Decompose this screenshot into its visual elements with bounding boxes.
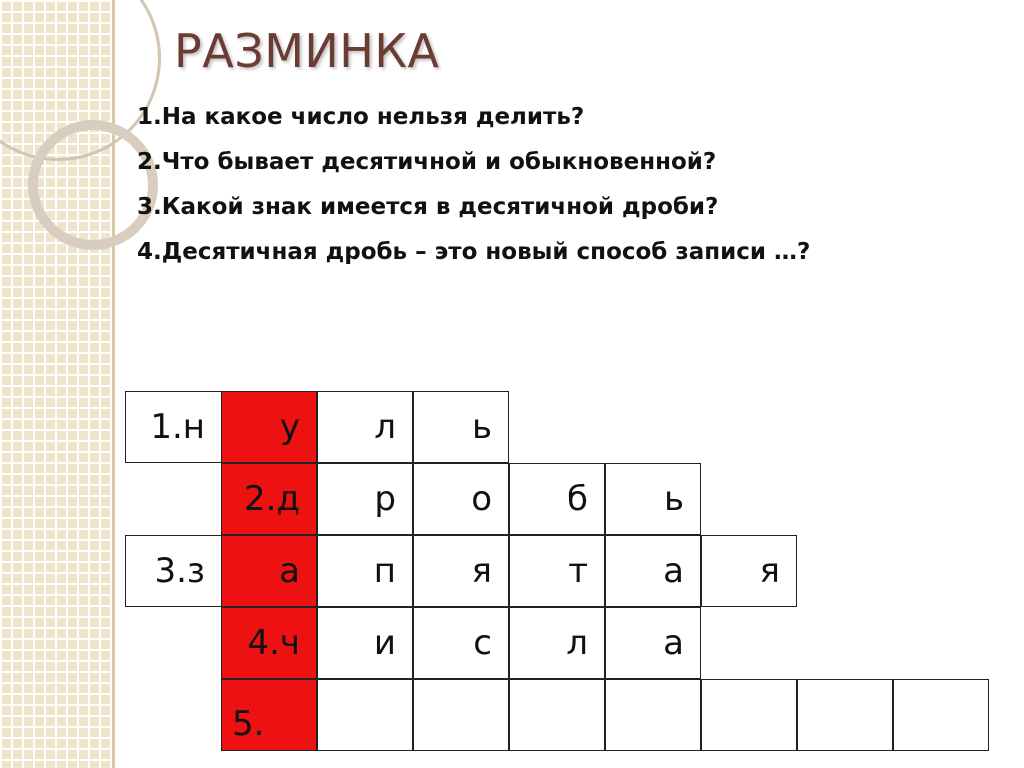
crossword-cell-answer: у xyxy=(221,391,317,463)
crossword-cell-answer: а xyxy=(221,535,317,607)
crossword-cell: ь xyxy=(605,463,701,535)
crossword-cell: 1.н xyxy=(125,391,221,463)
crossword-cell: т xyxy=(509,535,605,607)
crossword-cell: п xyxy=(317,535,413,607)
crossword-cell: я xyxy=(701,535,797,607)
question-item: 4.Десятичная дробь – это новый способ записи …? xyxy=(137,239,811,265)
crossword-cell xyxy=(509,679,605,751)
crossword-cell: а xyxy=(605,607,701,679)
crossword-cell xyxy=(797,679,893,751)
crossword-cell: л xyxy=(509,607,605,679)
crossword-cell: 3.з xyxy=(125,535,221,607)
question-item: 3.Какой знак имеется в десятичной дроби? xyxy=(137,194,719,220)
crossword-cell: с xyxy=(413,607,509,679)
question-list xyxy=(137,95,810,275)
crossword-cell xyxy=(605,679,701,751)
crossword-cell-answer: 2.д xyxy=(221,463,317,535)
crossword-cell: б xyxy=(509,463,605,535)
crossword-cell-answer: 4.ч xyxy=(221,607,317,679)
slide-title: РАЗМИНКА xyxy=(174,24,440,78)
crossword-cell xyxy=(413,679,509,751)
question-item: 2.Что бывает десятичной и обыкновенной? xyxy=(137,149,717,175)
crossword-cell: а xyxy=(605,535,701,607)
question-item: 1.На какое число нельзя делить? xyxy=(137,104,585,130)
crossword-cell-answer: 5. xyxy=(221,679,317,751)
crossword-cell xyxy=(701,679,797,751)
crossword-cell: я xyxy=(413,535,509,607)
crossword-cell: о xyxy=(413,463,509,535)
crossword-cell: р xyxy=(317,463,413,535)
crossword-cell xyxy=(893,679,989,751)
crossword-cell: л xyxy=(317,391,413,463)
crossword-cell: и xyxy=(317,607,413,679)
crossword-cell xyxy=(317,679,413,751)
crossword-cell: ь xyxy=(413,391,509,463)
